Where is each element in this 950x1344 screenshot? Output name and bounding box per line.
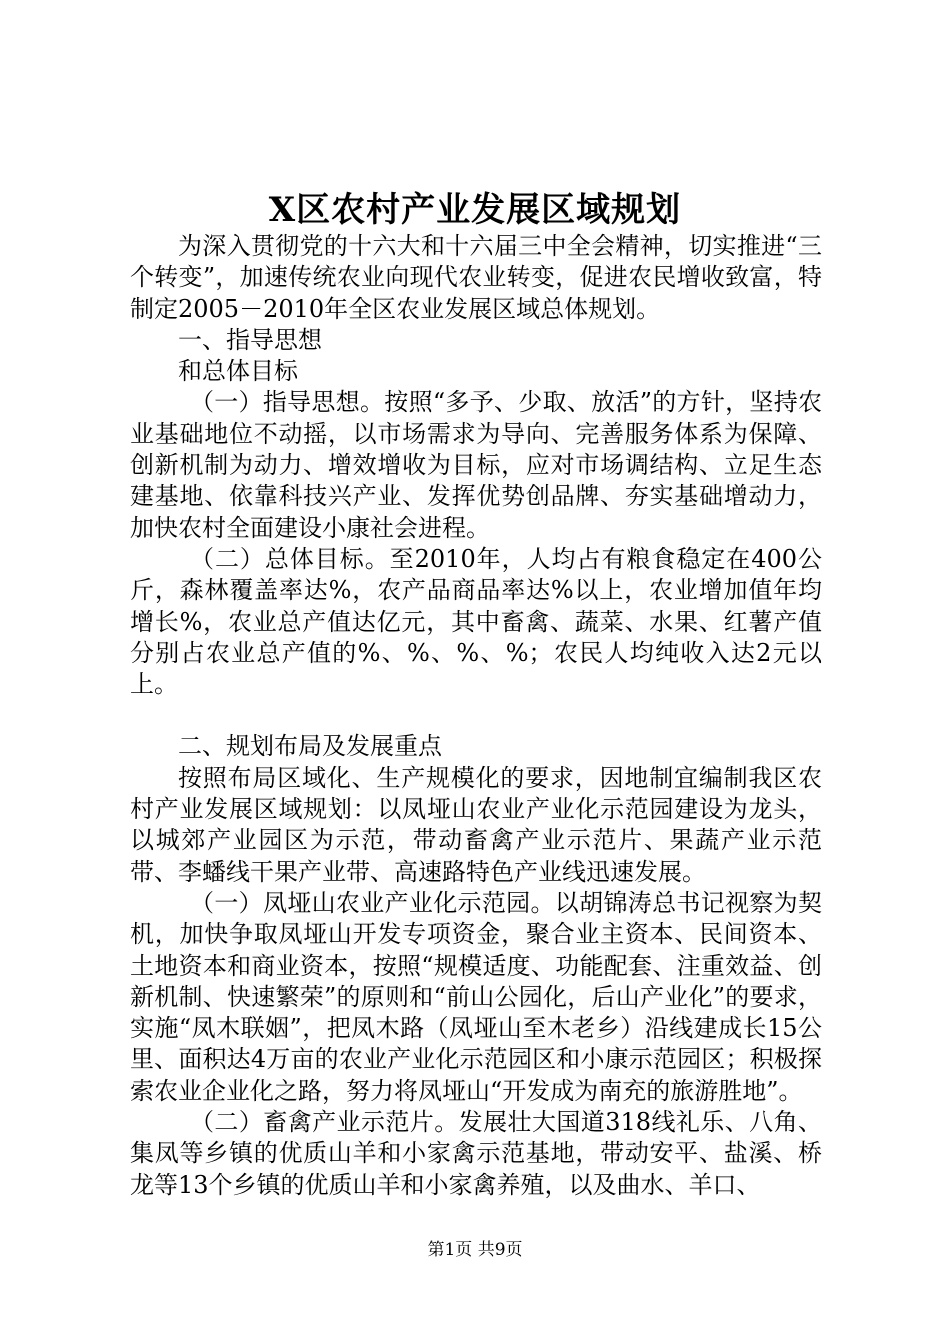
layout-paragraph: 按照布局区域化、生产规模化的要求，因地制宜编制我区农村产业发展区域规划：以凤垭山农业产业化示范园建设为龙头，以城郊产业园区为示范，带动畜禽产业示范片、果蔬产业示范带、李蟠线干果产业带、高速路特色产业线迅速发展。 xyxy=(130,763,822,886)
document-body xyxy=(130,231,822,1201)
intro-paragraph: 为深入贯彻党的十六大和十六届三中全会精神，切实推进“三个转变”，加速传统农业向现代农业转变，促进农民增收致富，特制定2005－2010年全区农业发展区域总体规划。 xyxy=(130,232,822,323)
paragraph-spacer xyxy=(130,700,822,731)
overall-goal-paragraph: （二）总体目标。至2010年，人均占有粮食稳定在400公斤，森林覆盖率达%，农产品商品率达%以上，农业增加值年均增长%，农业总产值达亿元，其中畜禽、蔬菜、水果、红薯产值分别占农业总产值的%、%、%、%；农民人均纯收入达2元以上。 xyxy=(130,544,822,699)
livestock-paragraph: （二）畜禽产业示范片。发展壮大国道318线礼乐、八角、集凤等乡镇的优质山羊和小家禽示范基地，带动安平、盐溪、桥龙等13个乡镇的优质山羊和小家禽养殖，以及曲水、羊口、 xyxy=(130,1108,822,1199)
section-heading-2: 二、规划布局及发展重点 xyxy=(178,732,442,761)
guiding-thought-paragraph: （一）指导思想。按照“多予、少取、放活”的方针，坚持农业基础地位不动摇，以市场需求为导向、完善服务体系为保障、创新机制为动力、增效增收为目标，应对市场调结构、立足生态建基地、依靠科技兴产业、发挥优势创品牌、夯实基础增动力，加快农村全面建设小康社会进程。 xyxy=(130,388,822,542)
fengyashan-paragraph: （一）凤垭山农业产业化示范园。以胡锦涛总书记视察为契机，加快争取凤垭山开发专项资金，聚合业主资本、民间资本、土地资本和商业资本，按照“规模适度、功能配套、注重效益、创新机制、快速繁荣”的原则和“前山公园化，后山产业化”的要求，实施“凤木联姻”，把凤木路（凤垭山至木老乡）沿线建成长15公里、面积达4万亩的农业产业化示范园区和小康示范园区；积极探索农业企业化之路，努力将凤垭山“开发成为南充的旅游胜地”。 xyxy=(130,888,822,1105)
document-title: X区农村产业发展区域规划 xyxy=(268,190,682,230)
section-heading-1-continued: 和总体目标 xyxy=(178,357,298,386)
page-number-footer: 第1页 共9页 xyxy=(427,1240,523,1260)
section-heading-1: 一、指导思想 xyxy=(178,325,322,354)
